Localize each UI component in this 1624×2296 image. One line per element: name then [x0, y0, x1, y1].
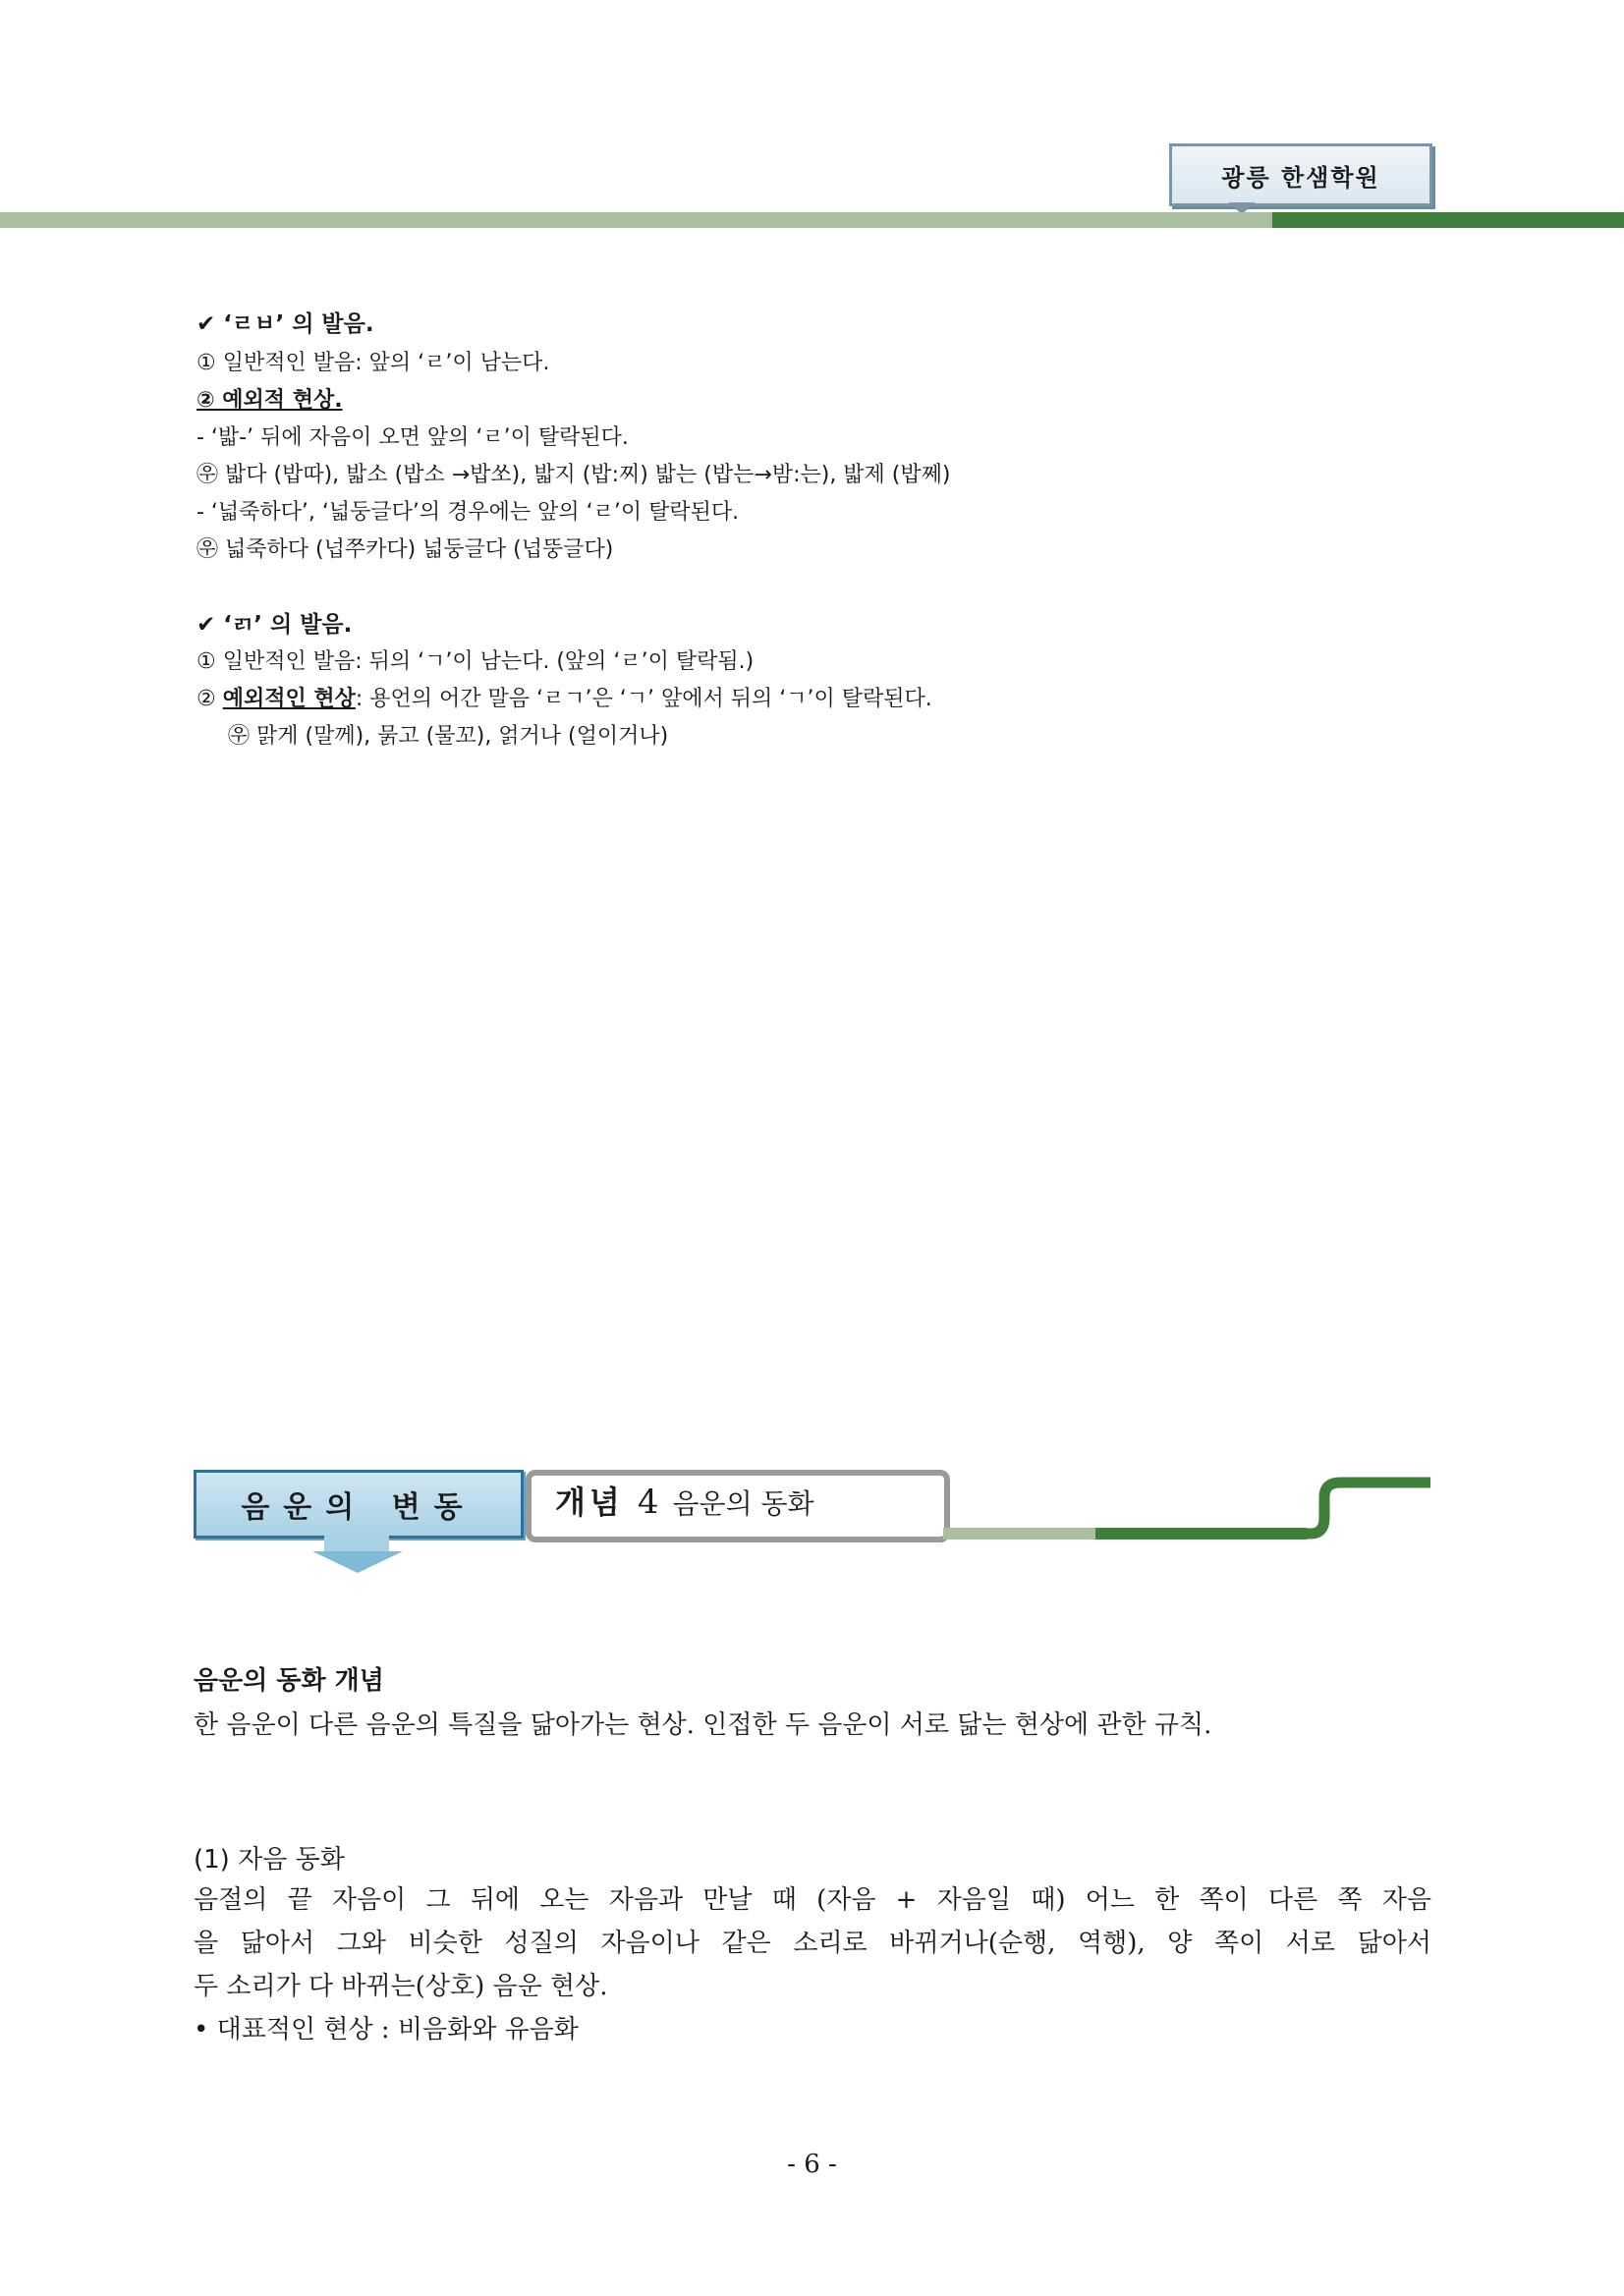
rb-line-rule1: - ‘밟-’ 뒤에 자음이 오면 앞의 ‘ㄹ’이 탈락된다. [196, 425, 629, 450]
concept-curve-decoration [1297, 1474, 1434, 1542]
banner-arrow-head [312, 1551, 403, 1573]
concept-heading [555, 1478, 814, 1523]
concept-number: 4 [637, 1483, 659, 1522]
rb-line-rule2: - ‘넓죽하다’, ‘넓둥글다’의 경우에는 앞의 ‘ㄹ’이 탈락된다. [196, 500, 740, 525]
rg-exception-rest: : 용언의 어간 말음 ‘ㄹㄱ’은 ‘ㄱ’ 앞에서 뒤의 ‘ㄱ’이 탈락된다. [355, 687, 932, 711]
unit-banner-label: 음운의 변동 [241, 1490, 476, 1525]
rb-line-exception [196, 385, 343, 417]
rg-exception-label: 예외적인 현상 [222, 687, 356, 711]
consonant-assimilation-title: (1) 자음 동화 [194, 1845, 345, 1875]
header-rule-dark [1272, 212, 1624, 228]
concept-title: 음운의 동화 [672, 1487, 814, 1520]
academy-name: 광릉 한샘학원 [1221, 163, 1380, 192]
rb-line-general: ① 일반적인 발음: 앞의 ‘ㄹ’이 남는다. [196, 351, 550, 375]
concept-word: 개념 [555, 1484, 624, 1521]
rb-line-example1: ㉾ 밟다 (밥따), 밟소 (밥소 →밥쏘), 밟지 (밥:찌) 밟는 (밥는→밤:는), 밟제 (밥쩨) [196, 463, 951, 487]
assimilation-definition: 한 음운이 다른 음운의 특질을 닮아가는 현상. 인접한 두 음운이 서로 닮는 현상에 관한 규칙. [194, 1710, 1212, 1740]
rg-line-exception [196, 684, 932, 715]
concept-rule-light [943, 1528, 1095, 1540]
rg-section-title: ✔ ‘ㄺ’ 의 발음. [196, 612, 353, 638]
rg-line-general: ① 일반적인 발음: 뒤의 ‘ㄱ’이 남는다. (앞의 ‘ㄹ’이 탈락됨.) [196, 649, 755, 674]
assimilation-title: 음운의 동화 개념 [194, 1666, 384, 1696]
consonant-assimilation-p2: 을 닮아서 그와 비슷한 성질의 자음이나 같은 소리로 바뀌거나(순행, 역행), 양 쪽이 서로 닮아서 [194, 1929, 1431, 1958]
unit-banner [194, 1470, 524, 1539]
banner-arrow-stem [324, 1536, 389, 1551]
rb-exception-label: ② 예외적 현상. [196, 388, 343, 413]
rb-line-example2: ㉾ 넓죽하다 (넙쭈카다) 넓둥글다 (넙뚱글다) [196, 537, 614, 562]
page-number: - 6 - [787, 2150, 837, 2179]
consonant-assimilation-p1: 음절의 끝 자음이 그 뒤에 오는 자음과 만날 때 (자음 + 자음일 때) 어느 한 쪽이 다른 쪽 자음 [194, 1885, 1431, 1915]
academy-name-box [1169, 143, 1432, 206]
header-rule-light [0, 212, 1272, 228]
consonant-assimilation-p3: 두 소리가 다 바뀌는(상호) 음운 현상. [194, 1972, 608, 2001]
concept-rule-dark [1095, 1528, 1307, 1540]
rg-line-example: ㉾ 맑게 (말께), 묽고 (물꼬), 얽거나 (얼이거나) [228, 724, 669, 749]
rg-exception-prefix: ② [196, 687, 223, 711]
representative-phenomena: • 대표적인 현상 : 비음화와 유음화 [194, 2015, 579, 2044]
rb-section-title: ✔ ‘ㄹㅂ’ 의 발음. [196, 311, 374, 337]
